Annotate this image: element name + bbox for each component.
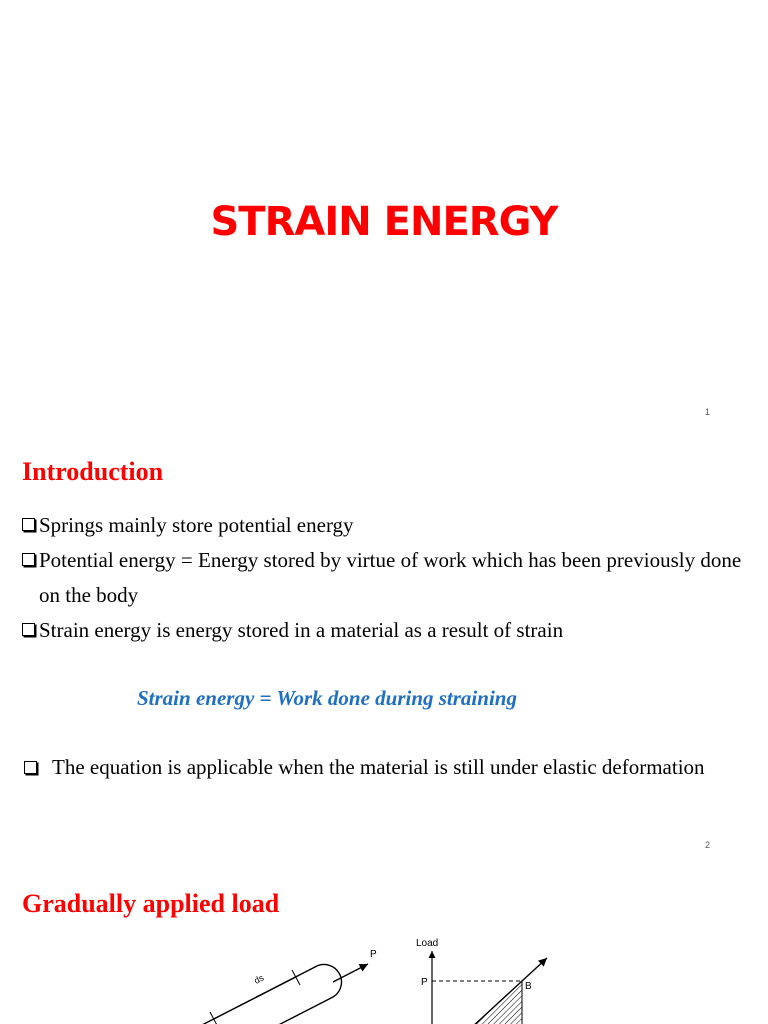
page-number: 1: [704, 407, 710, 417]
note-text: The equation is applicable when the material is still under elastic deformation: [52, 755, 705, 779]
slide-introduction: [0, 430, 768, 865]
slide-gradually-applied-load: [0, 865, 768, 1024]
bullet-list: [22, 508, 757, 648]
checkbox-bullet-icon: [22, 518, 35, 531]
page-number: 2: [704, 840, 710, 850]
bullet-text: Potential energy = Energy stored by virtue of work which has been previously done on the body: [39, 548, 742, 607]
checkbox-bullet-icon: [22, 553, 35, 566]
checkbox-bullet-icon: [24, 761, 37, 774]
bullet-text: Strain energy is energy stored in a material as a result of strain: [39, 618, 564, 642]
bullet-item: [22, 508, 757, 543]
slide-title: [0, 0, 768, 430]
graph-point-label: B: [525, 981, 532, 992]
load-deformation-figure: [200, 927, 560, 1024]
section-heading: Introduction: [22, 457, 164, 486]
note-bullet: [22, 752, 762, 782]
force-label: P: [370, 949, 377, 960]
section-heading: Gradually applied load: [22, 889, 280, 918]
bar-drawing: [200, 964, 368, 1024]
bullet-item: [22, 613, 757, 648]
checkbox-bullet-icon: [22, 623, 35, 636]
graph-p-label: P: [421, 977, 428, 988]
bar-length-label: ds: [252, 972, 266, 986]
graph-y-label: Load: [416, 938, 439, 949]
strain-energy-equation: Strain energy = Work done during straining: [137, 686, 517, 710]
slide-title-heading: STRAIN ENERGY: [210, 199, 558, 245]
bullet-item: [22, 543, 757, 613]
bullet-text: Springs mainly store potential energy: [39, 513, 354, 537]
